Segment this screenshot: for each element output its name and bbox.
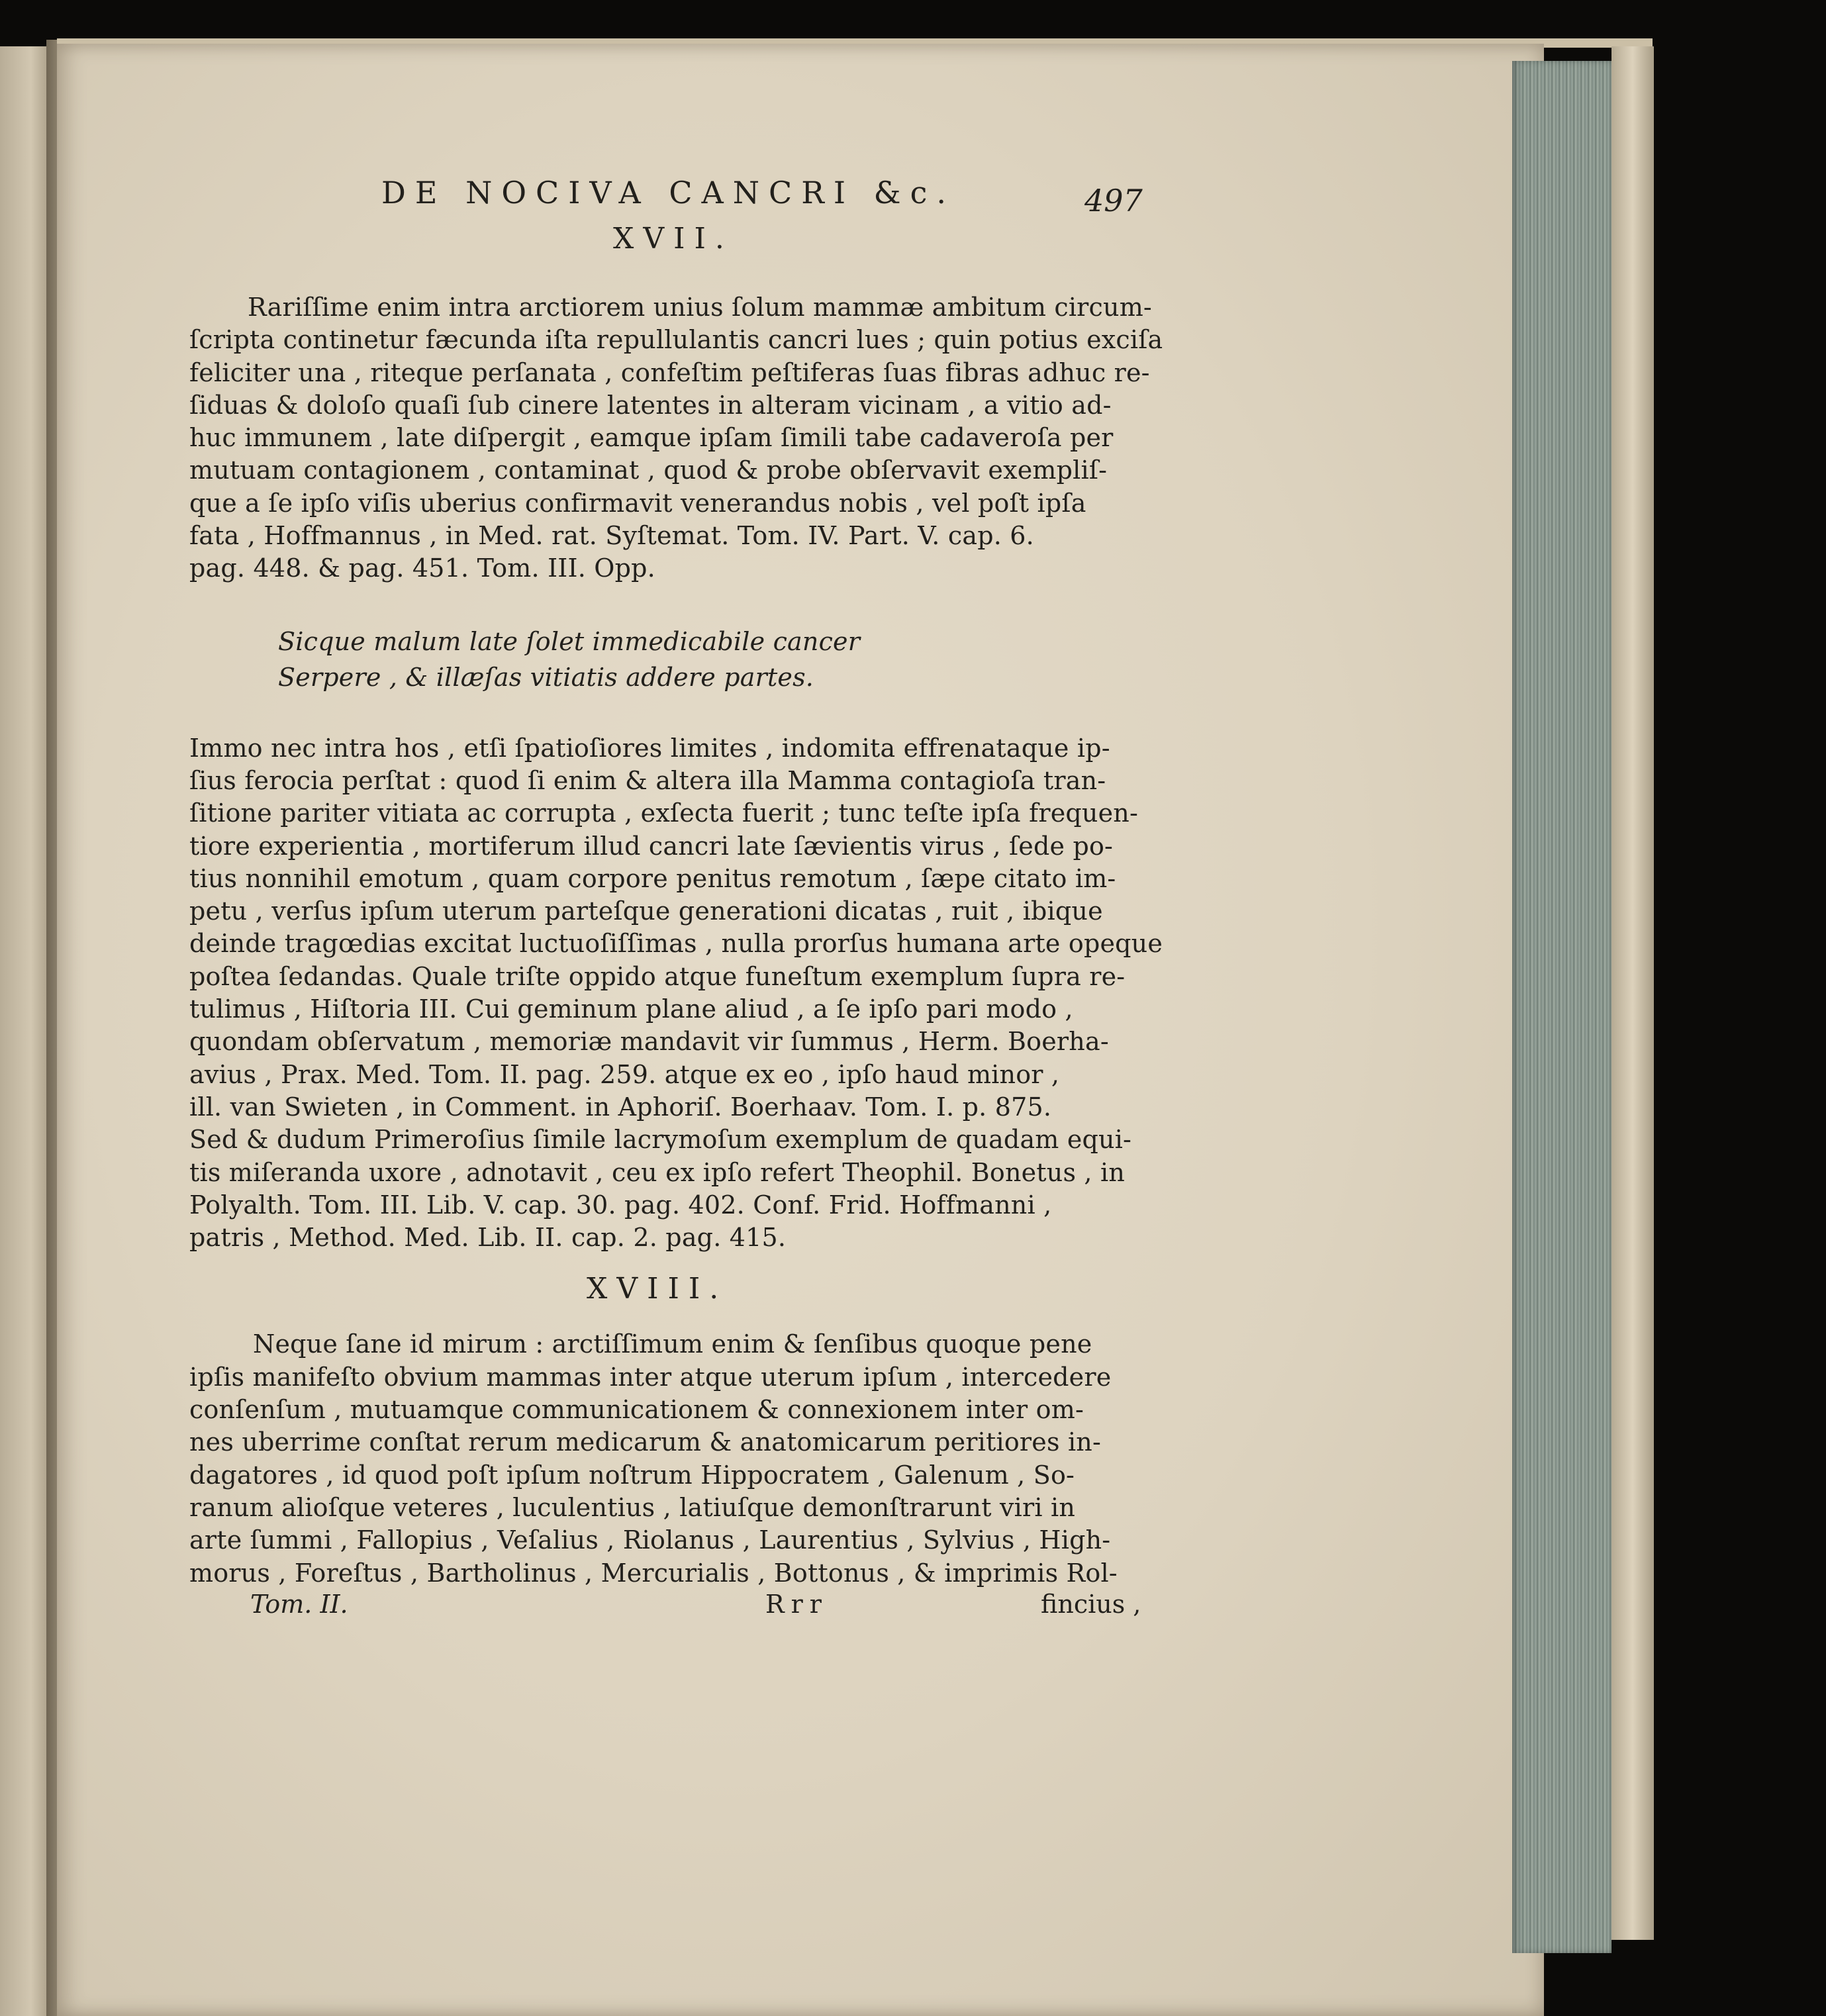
text-line: poſtea ſedandas. Quale triſte oppido atque funeſtum exemplum ſupra re-: [189, 961, 1126, 991]
text-line: huc immunem , late diſpergit , eamque ipſam ſimili tabe cadaveroſa per: [189, 423, 1114, 453]
text-line: petu , verſus ipſum uterum parteſque generationi dicatas , ruit , ibique: [189, 896, 1103, 926]
text-line: quondam obſervatum , memoriæ mandavit vir ſummus , Herm. Boerha-: [189, 1027, 1109, 1057]
section-heading-xvii: XVII.: [613, 222, 734, 256]
text-line: que a ſe ipſo viſis uberius confirmavit venerandus nobis , vel poſt ipſa: [189, 488, 1086, 518]
running-title: DE NOCIVA CANCRI &c.: [381, 175, 955, 211]
text-line: ſitione pariter vitiata ac corrupta , exſecta fuerit ; tunc teſte ipſa frequen-: [189, 798, 1139, 828]
text-line: patris , Method. Med. Lib. II. cap. 2. pag. 415.: [189, 1223, 787, 1253]
text-line: ſius ferocia perſtat : quod ſi enim & altera illa Mamma contagioſa tran-: [189, 765, 1106, 795]
text-line: tiore experientia , mortiferum illud cancri late ſævientis virus , ſede po-: [189, 831, 1114, 861]
fore-edge-cover: [1611, 46, 1654, 1940]
text-line: mutuam contagionem , contaminat , quod & probe obſervavit exempliſ-: [189, 456, 1108, 485]
paragraph-xvii-1: [189, 291, 1163, 585]
text-line: Rariſſime enim intra arctiorem unius ſolum mammæ ambitum circum-: [248, 293, 1152, 322]
text-line: tius nonnihil emotum , quam corpore penitus remotum , ſæpe citato im-: [189, 863, 1116, 893]
text-line: Polyalth. Tom. III. Lib. V. cap. 30. pag. 402. Conf. Frid. Hoffmanni ,: [189, 1190, 1052, 1220]
page-footer: [189, 1590, 1156, 1624]
text-line: avius , Prax. Med. Tom. II. pag. 259. atque ex eo , ipſo haud minor ,: [189, 1059, 1060, 1089]
fore-edge-page-stack: [1512, 61, 1611, 1953]
gathering-mark: Rrr: [765, 1589, 828, 1619]
text-line: ranum alioſque veteres , luculentius , latiuſque demonſtrarunt viri in: [189, 1492, 1075, 1522]
left-page-edge: [0, 46, 52, 2016]
text-line: morus , Foreſtus , Bartholinus , Mercurialis , Bottonus , & imprimis Rol-: [189, 1558, 1118, 1588]
text-line: tulimus , Hiſtoria III. Cui geminum plane aliud , a ſe ipſo pari modo ,: [189, 994, 1073, 1024]
text-line: Sed & dudum Primeroſius ſimile lacrymoſum exemplum de quadam equi-: [189, 1125, 1132, 1155]
text-line: nes uberrime conſtat rerum medicarum & anatomicarum peritiores in-: [189, 1427, 1102, 1457]
paragraph-xviii-1: [189, 1328, 1156, 1589]
text-line: conſenſum , mutuamque communicationem & connexionem inter om-: [189, 1395, 1084, 1425]
verse-quotation: [278, 624, 1156, 695]
text-line: ſcripta continetur fæcunda iſta repullulantis cancri lues ; quin potius exciſa: [189, 325, 1163, 355]
text-line: fata , Hoffmannus , in Med. rat. Syſtemat. Tom. IV. Part. V. cap. 6.: [189, 521, 1034, 551]
catchword: fincius ,: [1041, 1589, 1141, 1619]
text-line: pag. 448. & pag. 451. Tom. III. Opp.: [189, 553, 655, 583]
text-block: [189, 169, 1163, 1624]
text-line: Sicque malum late ſolet immedicabile cancer: [278, 626, 861, 656]
running-head: [189, 169, 1156, 216]
text-line: Immo nec intra hos , etſi ſpatioſiores limites , indomita effrenataque ip-: [189, 733, 1110, 763]
text-line: dagatores , id quod poſt ipſum noſtrum Hippocratem , Galenum , So-: [189, 1460, 1075, 1490]
page-number: 497: [1084, 183, 1143, 218]
section-heading-xviii: XVIII.: [587, 1272, 728, 1306]
text-line: Neque ſane id mirum : arctiſſimum enim & ſenſibus quoque pene: [253, 1329, 1092, 1359]
signature-mark: Tom. II.: [250, 1589, 348, 1619]
text-line: feliciter una , riteque perſanata , confeſtim peſtiferas ſuas fibras adhuc re-: [189, 358, 1150, 387]
text-line: arte ſummi , Fallopius , Veſalius , Riolanus , Laurentius , Sylvius , High-: [189, 1525, 1111, 1555]
text-line: ſiduas & doloſo quaſi ſub cinere latentes in alteram vicinam , a vitio ad-: [189, 390, 1112, 420]
text-line: Serpere , & illæſas vitiatis addere partes.: [278, 662, 814, 692]
paragraph-xvii-2: [189, 732, 1163, 1255]
text-line: ipſis manifeſto obvium mammas inter atque uterum ipſum , intercedere: [189, 1362, 1112, 1392]
text-line: tis miſeranda uxore , adnotavit , ceu ex ipſo refert Theophil. Bonetus , in: [189, 1157, 1126, 1187]
text-line: ill. van Swieten , in Comment. in Aphoriſ. Boerhaav. Tom. I. p. 875.: [189, 1092, 1052, 1122]
text-line: deinde tragœdias excitat luctuoſiſſimas , nulla prorſus humana arte opeque: [189, 929, 1163, 959]
